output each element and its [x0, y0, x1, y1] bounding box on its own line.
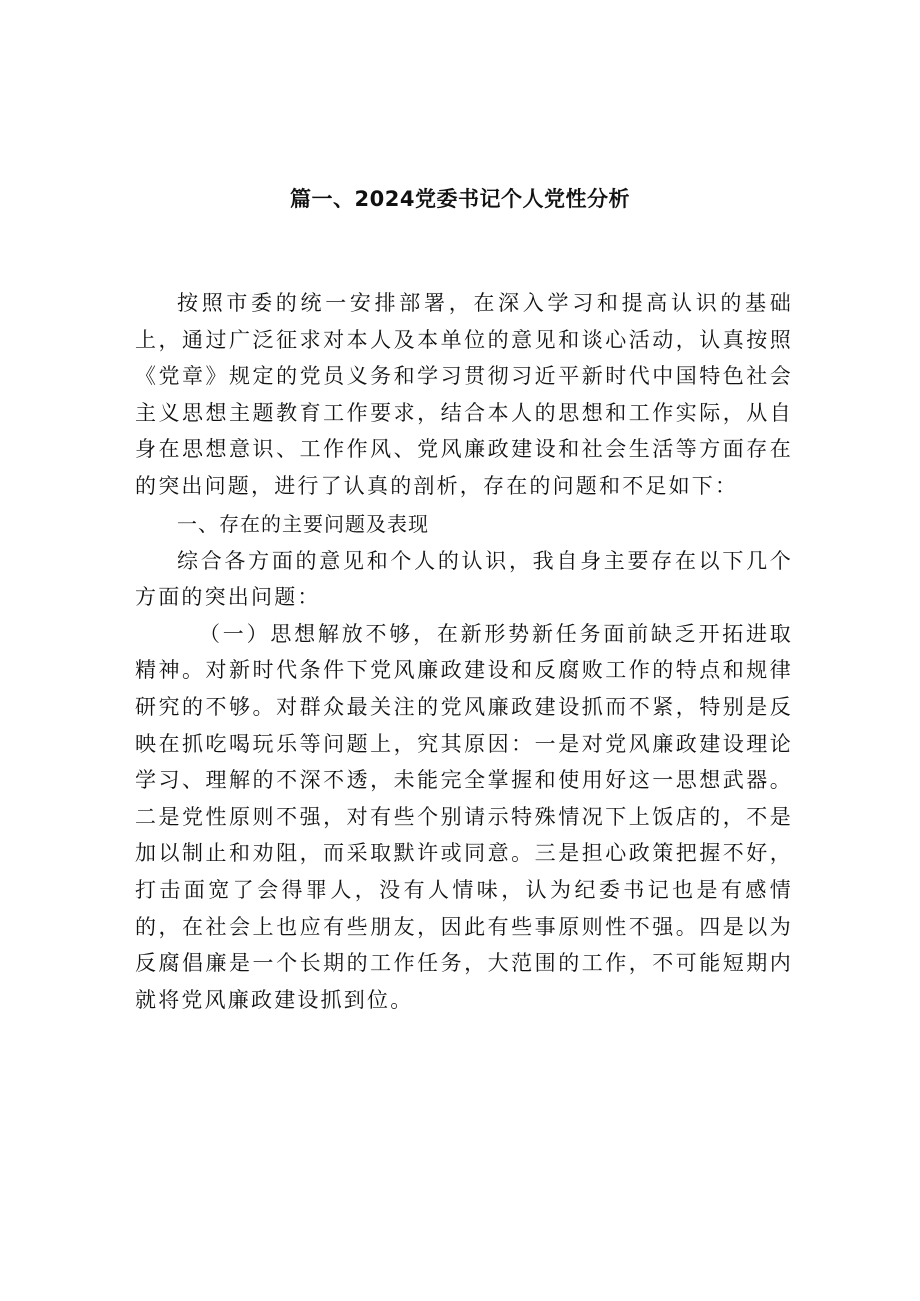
- document-body: [135, 285, 793, 1018]
- summary-paragraph: 综合各方面的意见和个人的认识，我自身主要存在以下几个方面的突出问题：: [135, 548, 793, 610]
- item-paragraph: （一）思想解放不够，在新形势新任务面前缺乏开拓进取精神。对新时代条件下党风廉政建设和反腐败工作的特点和规律研究的不够。对群众最关注的党风廉政建设抓而不紧，特别是反映在抓吃喝玩乐等问题上，究其原因：一是对党风廉政建设理论学习、理解的不深不透，未能完全掌握和使用好这一思想武器。二是党性原则不强，对有些个别请示特殊情况下上饭店的，不是加以制止和劝阻，而采取默许或同意。三是担心政策把握不好，打击面宽了会得罪人，没有人情味，认为纪委书记也是有感情的，在社会上也应有些朋友，因此有些事原则性不强。四是以为反腐倡廉是一个长期的工作任务，大范围的工作，不可能短期内就将党风廉政建设抓到位。: [135, 621, 793, 1012]
- document-title: 篇一、2024党委书记个人党性分析: [290, 187, 630, 211]
- intro-paragraph: 按照市委的统一安排部署，在深入学习和提高认识的基础上，通过广泛征求对本人及本单位的意见和谈心活动，认真按照《党章》规定的党员义务和学习贯彻习近平新时代中国特色社会主义思想主题教育工作要求，结合本人的思想和工作实际，从自身在思想意识、工作作风、党风廉政建设和社会生活等方面存在的突出问题，进行了认真的剖析，存在的问题和不足如下：: [135, 291, 793, 498]
- section-heading: 一、存在的主要问题及表现: [177, 511, 429, 536]
